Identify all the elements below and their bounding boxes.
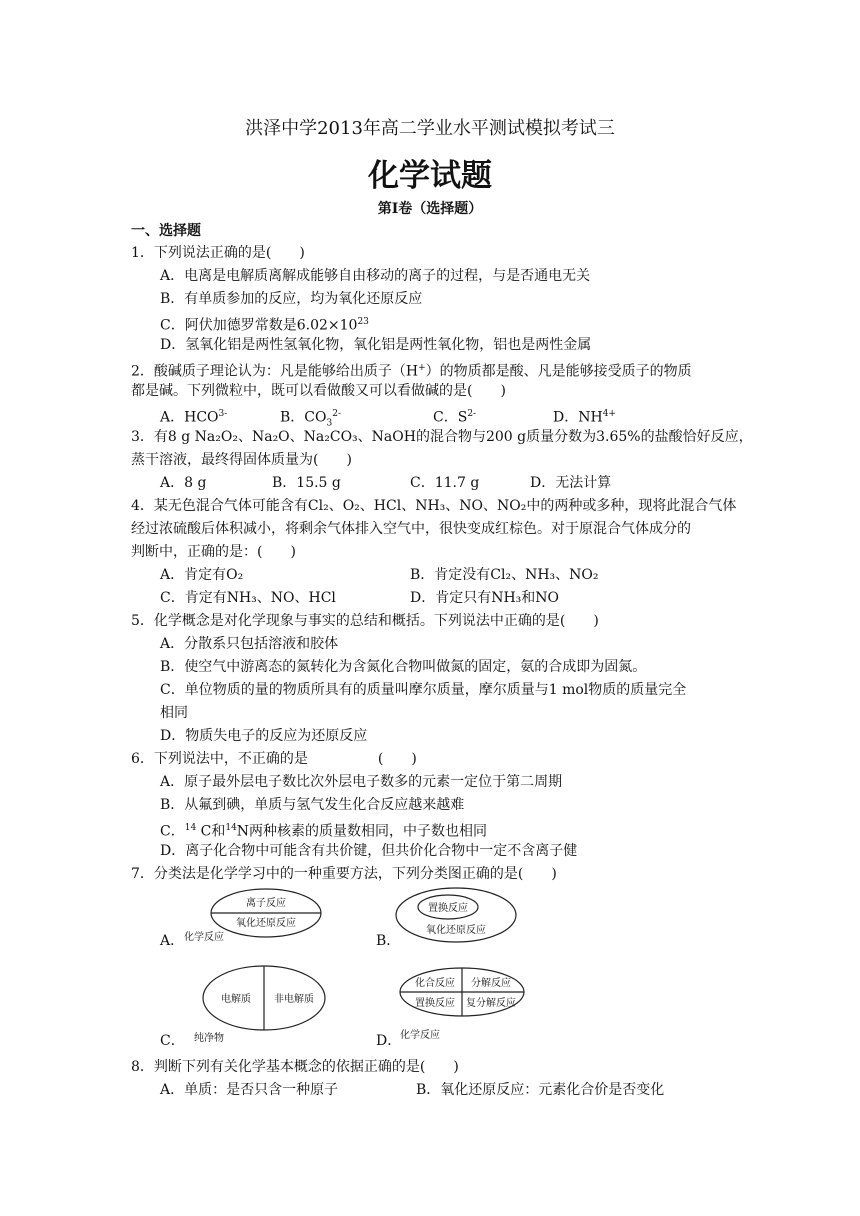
- question-8-option-a: A．单质：是否只含一种原子: [160, 1082, 339, 1098]
- question-5-option-d: D．物质失电子的反应为还原反应: [160, 728, 368, 744]
- question-2-option-d: D．$NH^{4+}$: [553, 409, 616, 426]
- question-8-option-b: B．氧化还原反应：元素化合价是否变化: [416, 1082, 665, 1098]
- question-8-stem: 8．判断下列有关化学基本概念的依据正确的是( ): [131, 1059, 459, 1075]
- question-1-stem: 1．下列说法正确的是( ): [131, 245, 305, 261]
- diagram-b-outer-label: 氧化还原反应: [426, 925, 486, 936]
- question-4-option-d: D．肯定只有NH₃和NO: [410, 590, 560, 606]
- question-6-option-d: D．离子化合物中可能含有共价键，但共价化合物中一定不含离子健: [160, 843, 578, 859]
- question-3-stem-line-2: 蒸干溶液，最终得固体质量为( ): [131, 452, 352, 468]
- question-4-stem-line-3: 判断中，正确的是：( ): [131, 544, 296, 560]
- question-6-stem: 6．下列说法中，不正确的是 ( ): [131, 751, 417, 767]
- question-7-label-d: D．: [376, 1033, 402, 1049]
- question-4-option-a: A．肯定有O₂: [160, 567, 244, 583]
- question-3-option-d: D．无法计算: [530, 475, 612, 491]
- question-6-option-b: B．从氟到碘，单质与氢气发生化合反应越来越难: [160, 797, 465, 813]
- question-7-stem: 7．分类法是化学学习中的一种重要方法，下列分类图正确的是( ): [131, 866, 557, 882]
- question-5-option-a: A．分散系只包括溶液和胶体: [160, 636, 339, 652]
- question-7-diagram-c: [190, 965, 340, 1045]
- question-5-option-b: B．使空气中游离态的氮转化为含氮化合物叫做氮的固定，氨的合成即为固氮。: [160, 659, 647, 675]
- diagram-b-inner-label: 置换反应: [428, 903, 468, 914]
- question-3-stem-line-1: 3．有8 g Na₂O₂、Na₂O、Na₂CO₃、NaOH的混合物与200 g质量分数为3.65%的盐酸恰好反应，: [131, 429, 753, 445]
- question-2-option-c: C．$S^{2-}$: [433, 409, 477, 426]
- section-heading: 一、选择题: [131, 223, 201, 239]
- question-2-stem-line-2: 都是碱。下列微粒中，既可以看做酸又可以看做碱的是( ): [131, 383, 506, 399]
- diagram-c-outer-label: 纯净物: [194, 1033, 224, 1044]
- diagram-a-top-label: 离子反应: [246, 898, 286, 909]
- diagram-d-outer-label: 化学反应: [400, 1030, 440, 1041]
- question-7-label-a: A．: [160, 933, 185, 949]
- diagram-a-bottom-label: 氧化还原反应: [236, 918, 296, 929]
- question-7-label-b: B．: [376, 933, 401, 949]
- question-1-option-a: A．电离是电解质离解成能够自由移动的离子的过程，与是否通电无关: [160, 268, 591, 284]
- question-4-option-b: B．肯定没有Cl₂、NH₃、NO₂: [410, 567, 599, 583]
- question-1-option-c: C．阿伏加德罗常数是$6.02\times 10^{23}$: [160, 317, 369, 334]
- question-3-option-c: C．11.7 g: [410, 475, 480, 491]
- question-1-option-b: B．有单质参加的反应，均为氧化还原反应: [160, 291, 423, 307]
- diagram-c-right-label: 非电解质: [274, 994, 314, 1005]
- diagram-d-top-right-label: 分解反应: [471, 978, 511, 989]
- question-1-option-d: D．氢氧化铝是两性氢氧化物，氧化铝是两性氧化物，铝也是两性金属: [160, 337, 592, 353]
- question-7-label-c: C．: [160, 1033, 185, 1049]
- diagram-d-bottom-right-label: 复分解反应: [466, 998, 516, 1009]
- question-5-stem: 5．化学概念是对化学现象与事实的总结和概括。下列说法中正确的是( ): [131, 613, 599, 629]
- question-7-diagram-d: [396, 966, 536, 1044]
- question-4-stem-line-2: 经过浓硫酸后体积减小，将剩余气体排入空气中，很快变成红棕色。对于原混合气体成分的: [131, 521, 691, 537]
- question-2-stem-line-1: 2．酸碱质子理论认为：凡是能够给出质子（H+）的物质都是酸、凡是能够接受质子的物质: [131, 363, 692, 380]
- school-title: 洪泽中学2013年高二学业水平测试模拟考试三: [245, 118, 615, 139]
- question-4-option-c: C．肯定有NH₃、NO、HCl: [160, 590, 336, 606]
- diagram-d-bottom-left-label: 置换反应: [415, 998, 455, 1009]
- question-3-option-a: A．8 g: [160, 475, 207, 491]
- question-2-option-b: B．$CO_3^{2-}$: [280, 409, 341, 429]
- question-5-option-c-line-1: C．单位物质的量的物质所具有的质量叫摩尔质量，摩尔质量与1 mol物质的质量完全: [160, 682, 687, 698]
- question-5-option-c-line-2: 相同: [160, 705, 188, 721]
- question-4-stem-line-1: 4．某无色混合气体可能含有Cl₂、O₂、HCl、NH₃、NO、NO₂中的两种或多种，现将此混合气体: [131, 498, 737, 514]
- diagram-d-top-left-label: 化合反应: [415, 978, 455, 989]
- question-6-option-a: A．原子最外层电子数比次外层电子数多的元素一定位于第二周期: [160, 774, 563, 790]
- question-7-diagram-a: [182, 886, 342, 956]
- question-2-option-a: A．$HCO^{3-}$: [160, 409, 228, 426]
- diagram-c-left-label: 电解质: [221, 994, 251, 1005]
- question-7-diagram-b: [392, 886, 532, 948]
- question-6-option-c: C．$^{14}$ C和$^{14}$N两种核素的质量数相同，中子数也相同: [160, 823, 488, 840]
- part-title: 第Ⅰ卷（选择题）: [377, 201, 483, 217]
- diagram-a-outer-label: 化学反应: [184, 932, 224, 943]
- subject-title: 化学试题: [368, 158, 492, 194]
- question-3-option-b: B．15.5 g: [272, 475, 341, 491]
